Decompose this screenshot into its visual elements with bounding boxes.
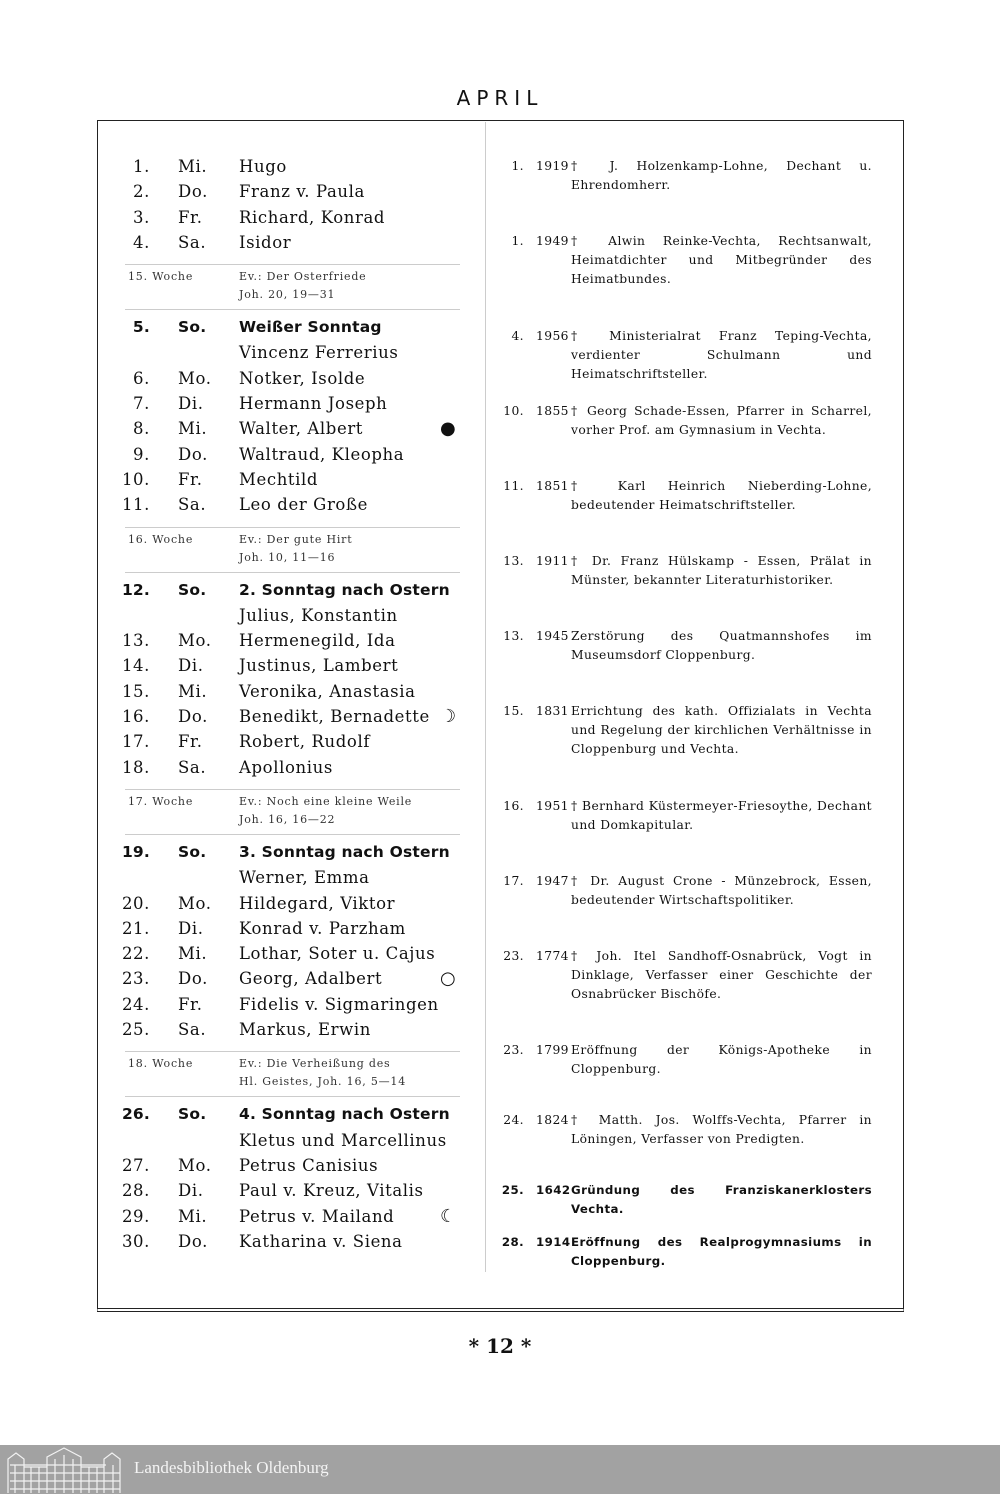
saint-names: Weißer Sonntag xyxy=(239,318,382,337)
day-row xyxy=(100,419,480,444)
day-number: 3. xyxy=(133,207,150,227)
day-number: 18. xyxy=(121,757,150,777)
gospel-reference: Joh. 10, 11—16 xyxy=(239,550,336,564)
event-entry xyxy=(500,327,872,384)
event-entry xyxy=(500,947,872,1004)
library-building-logo xyxy=(5,1447,123,1493)
day-number: 14. xyxy=(121,656,150,676)
weekday: Mo. xyxy=(178,631,212,651)
page-title: APRIL xyxy=(456,86,544,110)
event-day: 25. xyxy=(501,1183,524,1197)
saint-names: 2. Sonntag nach Ostern xyxy=(239,580,450,599)
weekday: Fr. xyxy=(178,732,203,752)
weekday: Di. xyxy=(178,394,204,414)
day-row xyxy=(100,995,480,1020)
moon-phase-icon: ☽ xyxy=(440,706,457,728)
saint-names: Richard, Konrad xyxy=(239,207,386,227)
day-number: 7. xyxy=(133,394,150,414)
week-number: 16. Woche xyxy=(128,532,194,546)
gospel-title: Ev.: Die Verheißung des xyxy=(239,1057,391,1071)
week-number: 18. Woche xyxy=(128,1057,194,1071)
gospel-reference: Joh. 16, 16—22 xyxy=(239,812,336,826)
column-divider xyxy=(485,122,486,1272)
event-entry xyxy=(500,157,872,195)
day-row xyxy=(100,894,480,919)
event-entry xyxy=(500,477,872,515)
gospel-title: Ev.: Noch eine kleine Weile xyxy=(239,794,413,808)
weekday: So. xyxy=(178,1105,207,1124)
day-row xyxy=(100,1207,480,1232)
gospel-reference: Joh. 20, 19—31 xyxy=(239,288,336,302)
saint-names: Lothar, Soter u. Cajus xyxy=(239,944,436,964)
event-text: † Georg Schade-Essen, Pfarrer in Scharrel, vorher Prof. am Gymnasium in Vechta. xyxy=(571,404,872,437)
day-row xyxy=(100,1156,480,1181)
event-text: Zerstörung des Quatmannshofes im Museumsdorf Cloppenburg. xyxy=(571,629,872,662)
weekday: Mi. xyxy=(178,157,208,176)
event-year: 1919 xyxy=(536,159,569,173)
day-number: 16. xyxy=(121,707,150,727)
day-row xyxy=(100,732,480,757)
event-day: 24. xyxy=(503,1113,524,1127)
weekday: Mi. xyxy=(178,419,208,439)
weekday: Do. xyxy=(178,444,208,464)
weekday: Mo. xyxy=(178,368,212,388)
weekday: Mi. xyxy=(178,681,208,701)
event-year: 1851 xyxy=(536,479,569,493)
saint-names: Franz v. Paula xyxy=(239,182,365,202)
event-entry xyxy=(500,1111,872,1149)
day-number: 19. xyxy=(121,842,150,861)
event-day: 1. xyxy=(511,159,524,173)
day-row xyxy=(100,1181,480,1206)
day-number: 12. xyxy=(121,580,150,599)
day-list xyxy=(100,157,480,1257)
day-row xyxy=(100,631,480,656)
saint-names: Leo der Große xyxy=(239,495,368,515)
event-text: † Dr. August Crone - Münzebrock, Essen, bedeutender Wirtschaftspolitiker. xyxy=(571,874,872,907)
event-entry xyxy=(500,402,872,440)
weekday: Mo. xyxy=(178,893,212,913)
saint-names: Konrad v. Parzham xyxy=(239,918,406,938)
day-row xyxy=(100,606,480,631)
saint-names: Mechtild xyxy=(239,469,319,489)
weekday: Sa. xyxy=(178,495,207,515)
event-text: † Dr. Franz Hülskamp - Essen, Prälat in Münster, bekannter Literaturhistoriker. xyxy=(571,554,872,587)
event-year: 1945 xyxy=(536,629,569,643)
event-entry xyxy=(500,797,872,835)
saint-names: Hildegard, Viktor xyxy=(239,893,396,913)
day-row xyxy=(100,343,480,368)
saint-names: Robert, Rudolf xyxy=(239,732,371,752)
moon-phase-icon: ☾ xyxy=(440,1205,457,1227)
day-row xyxy=(100,868,480,893)
saint-names: Apollonius xyxy=(239,757,333,777)
week-number: 17. Woche xyxy=(128,794,194,808)
saint-names: Julius, Konstantin xyxy=(239,605,398,625)
event-year: 1774 xyxy=(536,949,569,963)
day-number: 4. xyxy=(133,232,150,252)
day-number: 11. xyxy=(121,495,150,515)
saint-names: Walter, Albert xyxy=(239,419,364,439)
saint-names: Markus, Erwin xyxy=(239,1020,371,1040)
saint-names: Benedikt, Bernadette xyxy=(239,707,430,727)
day-number: 26. xyxy=(121,1105,150,1124)
event-day: 10. xyxy=(503,404,524,418)
event-day: 16. xyxy=(503,799,524,813)
day-number: 2. xyxy=(133,182,150,202)
moon-phase-icon: ○ xyxy=(440,968,457,990)
day-number: 5. xyxy=(132,318,150,337)
day-number: 6. xyxy=(133,368,150,388)
event-year: 1642 xyxy=(536,1183,571,1197)
event-year: 1799 xyxy=(536,1043,569,1057)
saint-names: Georg, Adalbert xyxy=(239,969,383,989)
saint-names: 3. Sonntag nach Ostern xyxy=(239,842,450,861)
saint-names: Hermenegild, Ida xyxy=(239,631,396,651)
day-number: 27. xyxy=(121,1155,150,1175)
weekday: Fr. xyxy=(178,994,203,1014)
event-day: 13. xyxy=(503,629,524,643)
event-entry xyxy=(500,1233,872,1271)
weekday: Sa. xyxy=(178,1020,207,1040)
event-day: 13. xyxy=(503,554,524,568)
event-entry xyxy=(500,1181,872,1219)
day-row xyxy=(100,656,480,681)
day-number: 28. xyxy=(121,1181,150,1201)
event-text: † Alwin Reinke-Vechta, Rechtsanwalt, Heimatdichter und Mitbegründer des Heimatbundes. xyxy=(571,234,872,286)
day-row xyxy=(100,182,480,207)
weekday: Do. xyxy=(178,1231,208,1251)
event-entry xyxy=(500,232,872,289)
event-entry xyxy=(500,552,872,590)
saint-names: Hugo xyxy=(239,157,287,176)
page-number: * 12 * xyxy=(468,1334,532,1358)
event-day: 23. xyxy=(503,949,524,963)
event-entry xyxy=(500,872,872,910)
event-year: 1831 xyxy=(536,704,569,718)
day-row xyxy=(100,682,480,707)
saint-names: Fidelis v. Sigmaringen xyxy=(239,994,439,1014)
day-number: 20. xyxy=(121,893,150,913)
weekday: Di. xyxy=(178,918,204,938)
day-number: 15. xyxy=(121,681,150,701)
event-text: Eröffnung der Königs-Apotheke in Cloppenburg. xyxy=(571,1043,872,1076)
day-row xyxy=(100,369,480,394)
weekday: Di. xyxy=(178,656,204,676)
moon-phase-icon: ● xyxy=(440,418,457,440)
day-number: 23. xyxy=(121,969,150,989)
event-text: Gründung des Franziskanerklosters Vechta. xyxy=(571,1183,872,1216)
day-number: 21. xyxy=(121,918,150,938)
day-number: 29. xyxy=(121,1206,150,1226)
week-header xyxy=(100,779,480,843)
week-header xyxy=(100,517,480,581)
day-row xyxy=(100,969,480,994)
day-row xyxy=(100,919,480,944)
day-number: 22. xyxy=(121,944,150,964)
day-number: 8. xyxy=(133,419,150,439)
event-year: 1951 xyxy=(536,799,569,813)
day-row xyxy=(100,1232,480,1257)
event-text: † J. Holzenkamp-Lohne, Dechant u. Ehrendomherr. xyxy=(571,159,872,192)
event-day: 4. xyxy=(511,329,524,343)
gospel-title: Ev.: Der gute Hirt xyxy=(239,532,353,546)
day-number: 13. xyxy=(121,631,150,651)
day-row xyxy=(100,1105,480,1130)
weekday: Mo. xyxy=(178,1155,212,1175)
event-year: 1914 xyxy=(536,1235,571,1249)
library-footer xyxy=(0,1445,1000,1494)
saint-names: Kletus und Marcellinus xyxy=(239,1130,447,1150)
event-day: 11. xyxy=(503,479,524,493)
day-row xyxy=(100,1131,480,1156)
weekday: Do. xyxy=(178,969,208,989)
saint-names: Isidor xyxy=(239,232,292,252)
weekday: Do. xyxy=(178,182,208,202)
event-year: 1855 xyxy=(536,404,569,418)
saint-names: Justinus, Lambert xyxy=(239,656,399,676)
day-row xyxy=(100,208,480,233)
event-day: 15. xyxy=(503,704,524,718)
saint-names: Petrus v. Mailand xyxy=(239,1206,395,1226)
day-row xyxy=(100,445,480,470)
event-day: 23. xyxy=(503,1043,524,1057)
event-day: 1. xyxy=(511,234,524,248)
saint-names: Notker, Isolde xyxy=(239,368,366,388)
saint-names: Waltraud, Kleopha xyxy=(239,444,405,464)
event-year: 1956 xyxy=(536,329,569,343)
event-entry xyxy=(500,1041,872,1079)
event-text: Eröffnung des Realprogymnasiums in Cloppenburg. xyxy=(571,1235,872,1268)
week-number: 15. Woche xyxy=(128,270,194,284)
weekday: Fr. xyxy=(178,469,203,489)
event-text: † Matth. Jos. Wolffs-Vechta, Pfarrer in Löningen, Verfasser von Predigten. xyxy=(571,1113,872,1146)
day-number: 30. xyxy=(121,1231,150,1251)
event-year: 1947 xyxy=(536,874,569,888)
saint-names: Veronika, Anastasia xyxy=(239,681,416,701)
saint-names: Paul v. Kreuz, Vitalis xyxy=(239,1181,424,1201)
event-year: 1949 xyxy=(536,234,569,248)
event-text: † Joh. Itel Sandhoff-Osnabrück, Vogt in Dinklage, Verfasser einer Geschichte der Osnabrücker Bischöfe. xyxy=(571,949,872,1001)
weekday: Mi. xyxy=(178,944,208,964)
day-number: 9. xyxy=(133,444,150,464)
weekday: So. xyxy=(178,580,207,599)
gospel-reference: Hl. Geistes, Joh. 16, 5—14 xyxy=(239,1075,407,1089)
day-row xyxy=(100,318,480,343)
day-row xyxy=(100,944,480,969)
day-row xyxy=(100,707,480,732)
saint-names: Werner, Emma xyxy=(239,868,370,888)
day-row xyxy=(100,470,480,495)
weekday: Di. xyxy=(178,1181,204,1201)
weekday: Mi. xyxy=(178,1206,208,1226)
week-header xyxy=(100,1041,480,1105)
weekday: Sa. xyxy=(178,757,207,777)
weekday: So. xyxy=(178,318,207,337)
weekday: So. xyxy=(178,842,207,861)
day-row xyxy=(100,394,480,419)
day-number: 17. xyxy=(121,732,150,752)
saint-names: Hermann Joseph xyxy=(239,394,388,414)
library-name: Landesbibliothek Oldenburg xyxy=(134,1458,329,1477)
day-number: 25. xyxy=(121,1020,150,1040)
saint-names: Vincenz Ferrerius xyxy=(239,343,399,363)
event-entry xyxy=(500,627,872,665)
event-year: 1911 xyxy=(536,554,569,568)
day-number: 10. xyxy=(121,469,150,489)
event-text: † Karl Heinrich Nieberding-Lohne, bedeutender Heimatschriftsteller. xyxy=(571,479,872,512)
day-row xyxy=(100,843,480,868)
weekday: Sa. xyxy=(178,232,207,252)
gospel-title: Ev.: Der Osterfriede xyxy=(239,270,367,284)
weekday: Do. xyxy=(178,707,208,727)
event-day: 17. xyxy=(503,874,524,888)
day-row xyxy=(100,157,480,182)
weekday: Fr. xyxy=(178,207,203,227)
event-entry xyxy=(500,702,872,759)
saint-names: 4. Sonntag nach Ostern xyxy=(239,1105,450,1124)
day-number: 24. xyxy=(121,994,150,1014)
event-text: † Bernhard Küstermeyer-Friesoythe, Dechant und Domkapitular. xyxy=(571,799,872,832)
event-year: 1824 xyxy=(536,1113,569,1127)
saint-names: Petrus Canisius xyxy=(239,1155,379,1175)
event-text: Errichtung des kath. Offizialats in Vechta und Regelung der kirchlichen Verhältnisse in Cloppenburg und Vechta. xyxy=(571,704,872,756)
event-text: † Ministerialrat Franz Teping-Vechta, verdienter Schulmann und Heimatschriftsteller. xyxy=(571,329,872,381)
saint-names: Katharina v. Siena xyxy=(239,1231,403,1251)
day-number: 1. xyxy=(133,157,150,176)
week-header xyxy=(100,254,480,318)
day-row xyxy=(100,581,480,606)
event-day: 28. xyxy=(501,1235,524,1249)
